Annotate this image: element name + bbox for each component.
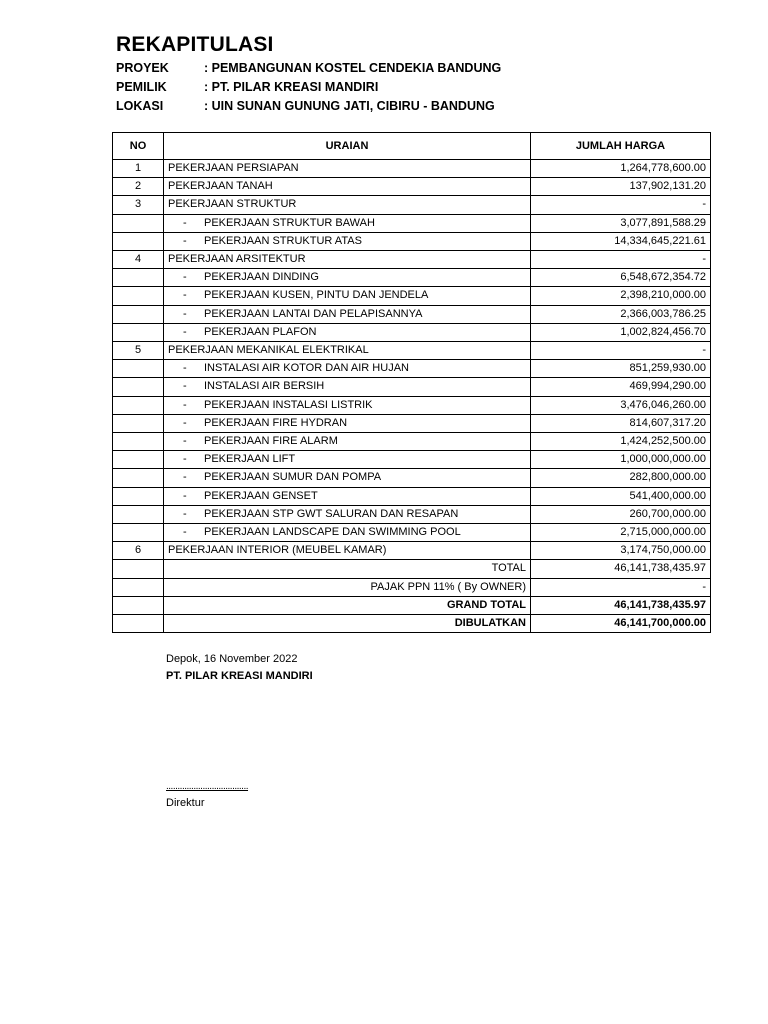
summary-row	[113, 560, 711, 578]
sub-item-dash: -	[183, 507, 187, 520]
row-jumlah: 851,259,930.00	[531, 360, 711, 378]
table-row	[113, 542, 711, 560]
row-uraian	[164, 469, 531, 487]
summary-label: DIBULATKAN	[164, 615, 531, 633]
signature-line: ....................................	[166, 781, 249, 792]
header-no: NO	[113, 133, 164, 160]
sub-item-dash: -	[183, 234, 187, 247]
meta-value: : UIN SUNAN GUNUNG JATI, CIBIRU - BANDUNG	[204, 99, 495, 113]
summary-value: 46,141,738,435.97	[531, 596, 711, 614]
summary-row	[113, 615, 711, 633]
sub-item-dash: -	[183, 289, 187, 302]
row-no: 6	[113, 542, 164, 560]
row-jumlah: 1,002,824,456.70	[531, 323, 711, 341]
summary-value: 46,141,700,000.00	[531, 615, 711, 633]
recap-table	[112, 132, 711, 633]
row-jumlah: 2,715,000,000.00	[531, 524, 711, 542]
header-jumlah: JUMLAH HARGA	[531, 133, 711, 160]
meta-label: PROYEK	[116, 61, 169, 75]
row-uraian-text: PEKERJAAN INSTALASI LISTRIK	[204, 398, 373, 411]
row-uraian	[164, 542, 531, 560]
sub-item-dash: -	[183, 325, 187, 338]
table-row	[113, 469, 711, 487]
row-jumlah: 1,424,252,500.00	[531, 433, 711, 451]
sub-item-dash: -	[183, 271, 187, 284]
summary-row	[113, 596, 711, 614]
table-row	[113, 451, 711, 469]
sub-item-dash: -	[183, 380, 187, 393]
row-uraian-text: PEKERJAAN STRUKTUR BAWAH	[204, 216, 375, 229]
row-uraian	[164, 160, 531, 178]
summary-label: GRAND TOTAL	[164, 596, 531, 614]
row-uraian-text: PEKERJAAN STP GWT SALURAN DAN RESAPAN	[204, 507, 459, 520]
row-uraian	[164, 251, 531, 269]
table-row	[113, 251, 711, 269]
row-no	[113, 414, 164, 432]
sub-item-dash: -	[183, 216, 187, 229]
summary-row	[113, 578, 711, 596]
table-row	[113, 196, 711, 214]
place-date: Depok, 16 November 2022	[166, 653, 298, 665]
row-uraian-text: PEKERJAAN MEKANIKAL ELEKTRIKAL	[168, 344, 369, 357]
table-body	[113, 160, 711, 633]
row-no: 4	[113, 251, 164, 269]
row-uraian	[164, 232, 531, 250]
summary-empty-cell	[113, 578, 164, 596]
table-row	[113, 342, 711, 360]
signatory-role: Direktur	[166, 797, 205, 809]
row-uraian-text: PEKERJAAN GENSET	[204, 489, 318, 502]
summary-label: PAJAK PPN 11% ( By OWNER)	[164, 578, 531, 596]
sub-item-dash: -	[183, 453, 187, 466]
row-no	[113, 360, 164, 378]
table-row	[113, 287, 711, 305]
row-uraian-text: PEKERJAAN LANTAI DAN PELAPISANNYA	[204, 307, 423, 320]
row-uraian-text: INSTALASI AIR KOTOR DAN AIR HUJAN	[204, 362, 409, 375]
row-jumlah: -	[531, 196, 711, 214]
row-uraian	[164, 178, 531, 196]
table-row	[113, 360, 711, 378]
row-uraian-text: PEKERJAAN FIRE ALARM	[204, 435, 338, 448]
row-jumlah: 3,077,891,588.29	[531, 214, 711, 232]
row-uraian	[164, 451, 531, 469]
row-uraian	[164, 524, 531, 542]
row-uraian-text: PEKERJAAN SUMUR DAN POMPA	[204, 471, 382, 484]
table-row	[113, 305, 711, 323]
meta-label: LOKASI	[116, 99, 164, 113]
row-jumlah: 469,994,290.00	[531, 378, 711, 396]
row-no	[113, 232, 164, 250]
meta-row-lokasi	[116, 99, 501, 118]
row-uraian	[164, 396, 531, 414]
row-uraian-text: PEKERJAAN PERSIAPAN	[168, 162, 299, 174]
row-uraian	[164, 433, 531, 451]
row-uraian-text: PEKERJAAN FIRE HYDRAN	[204, 416, 348, 429]
row-jumlah: 3,476,046,260.00	[531, 396, 711, 414]
row-uraian	[164, 414, 531, 432]
row-uraian	[164, 323, 531, 341]
sub-item-dash: -	[183, 435, 187, 448]
row-uraian	[164, 196, 531, 214]
table-row	[113, 505, 711, 523]
row-jumlah: -	[531, 251, 711, 269]
row-jumlah: 3,174,750,000.00	[531, 542, 711, 560]
row-jumlah: 137,902,131.20	[531, 178, 711, 196]
row-uraian	[164, 287, 531, 305]
table-row	[113, 178, 711, 196]
row-no: 1	[113, 160, 164, 178]
table-row	[113, 323, 711, 341]
sub-item-dash: -	[183, 489, 187, 502]
meta-label: PEMILIK	[116, 80, 167, 94]
row-uraian-text: PEKERJAAN STRUKTUR	[168, 198, 297, 211]
row-uraian-text: PEKERJAAN LANDSCAPE DAN SWIMMING POOL	[204, 526, 461, 539]
row-uraian-text: PEKERJAAN LIFT	[204, 453, 296, 466]
row-no	[113, 487, 164, 505]
row-jumlah: 6,548,672,354.72	[531, 269, 711, 287]
row-jumlah: 260,700,000.00	[531, 505, 711, 523]
row-no: 2	[113, 178, 164, 196]
row-uraian-text: PEKERJAAN PLAFON	[204, 325, 317, 338]
row-jumlah: 1,000,000,000.00	[531, 451, 711, 469]
row-no	[113, 396, 164, 414]
row-no	[113, 433, 164, 451]
row-no	[113, 469, 164, 487]
table-row	[113, 396, 711, 414]
meta-value: : PT. PILAR KREASI MANDIRI	[204, 80, 379, 94]
table-row	[113, 160, 711, 178]
row-uraian	[164, 360, 531, 378]
meta-value: : PEMBANGUNAN KOSTEL CENDEKIA BANDUNG	[204, 61, 502, 75]
signatory-company: PT. PILAR KREASI MANDIRI	[166, 670, 313, 682]
sub-item-dash: -	[183, 398, 187, 411]
summary-value: -	[531, 578, 711, 596]
row-no	[113, 287, 164, 305]
row-jumlah: 1,264,778,600.00	[531, 160, 711, 178]
row-uraian	[164, 214, 531, 232]
table-row	[113, 433, 711, 451]
row-jumlah: 541,400,000.00	[531, 487, 711, 505]
row-uraian	[164, 342, 531, 360]
meta-row-proyek	[116, 61, 501, 80]
project-meta	[116, 61, 501, 118]
row-no	[113, 451, 164, 469]
table-row	[113, 214, 711, 232]
table-row	[113, 269, 711, 287]
table-row	[113, 524, 711, 542]
row-no	[113, 378, 164, 396]
sub-item-dash: -	[183, 416, 187, 429]
row-uraian	[164, 505, 531, 523]
page-title: REKAPITULASI	[116, 33, 274, 56]
sub-item-dash: -	[183, 307, 187, 320]
row-uraian-text: PEKERJAAN DINDING	[204, 271, 319, 284]
row-no: 5	[113, 342, 164, 360]
row-uraian-text: INSTALASI AIR BERSIH	[204, 380, 325, 393]
row-no	[113, 269, 164, 287]
table-row	[113, 414, 711, 432]
summary-empty-cell	[113, 560, 164, 578]
row-uraian-text: PEKERJAAN STRUKTUR ATAS	[204, 234, 362, 247]
row-uraian	[164, 269, 531, 287]
table-row	[113, 232, 711, 250]
summary-empty-cell	[113, 615, 164, 633]
row-no	[113, 524, 164, 542]
row-jumlah: -	[531, 342, 711, 360]
sub-item-dash: -	[183, 471, 187, 484]
row-jumlah: 2,398,210,000.00	[531, 287, 711, 305]
row-jumlah: 2,366,003,786.25	[531, 305, 711, 323]
row-uraian-text: PEKERJAAN INTERIOR (MEUBEL KAMAR)	[168, 544, 387, 557]
row-no	[113, 323, 164, 341]
header-uraian: URAIAN	[164, 133, 531, 160]
row-jumlah: 14,334,645,221.61	[531, 232, 711, 250]
table-row	[113, 487, 711, 505]
sub-item-dash: -	[183, 362, 187, 375]
summary-value: 46,141,738,435.97	[531, 560, 711, 578]
row-uraian-text: PEKERJAAN TANAH	[168, 180, 273, 193]
summary-label: TOTAL	[164, 560, 531, 578]
row-jumlah: 814,607,317.20	[531, 414, 711, 432]
row-uraian	[164, 305, 531, 323]
row-no: 3	[113, 196, 164, 214]
table-row	[113, 378, 711, 396]
row-no	[113, 305, 164, 323]
row-no	[113, 505, 164, 523]
table-header-row	[113, 133, 711, 160]
meta-row-pemilik	[116, 80, 501, 99]
row-uraian-text: PEKERJAAN KUSEN, PINTU DAN JENDELA	[204, 289, 429, 302]
summary-empty-cell	[113, 596, 164, 614]
sub-item-dash: -	[183, 526, 187, 539]
row-no	[113, 214, 164, 232]
row-jumlah: 282,800,000.00	[531, 469, 711, 487]
row-uraian	[164, 378, 531, 396]
row-uraian-text: PEKERJAAN ARSITEKTUR	[168, 253, 306, 266]
row-uraian	[164, 487, 531, 505]
